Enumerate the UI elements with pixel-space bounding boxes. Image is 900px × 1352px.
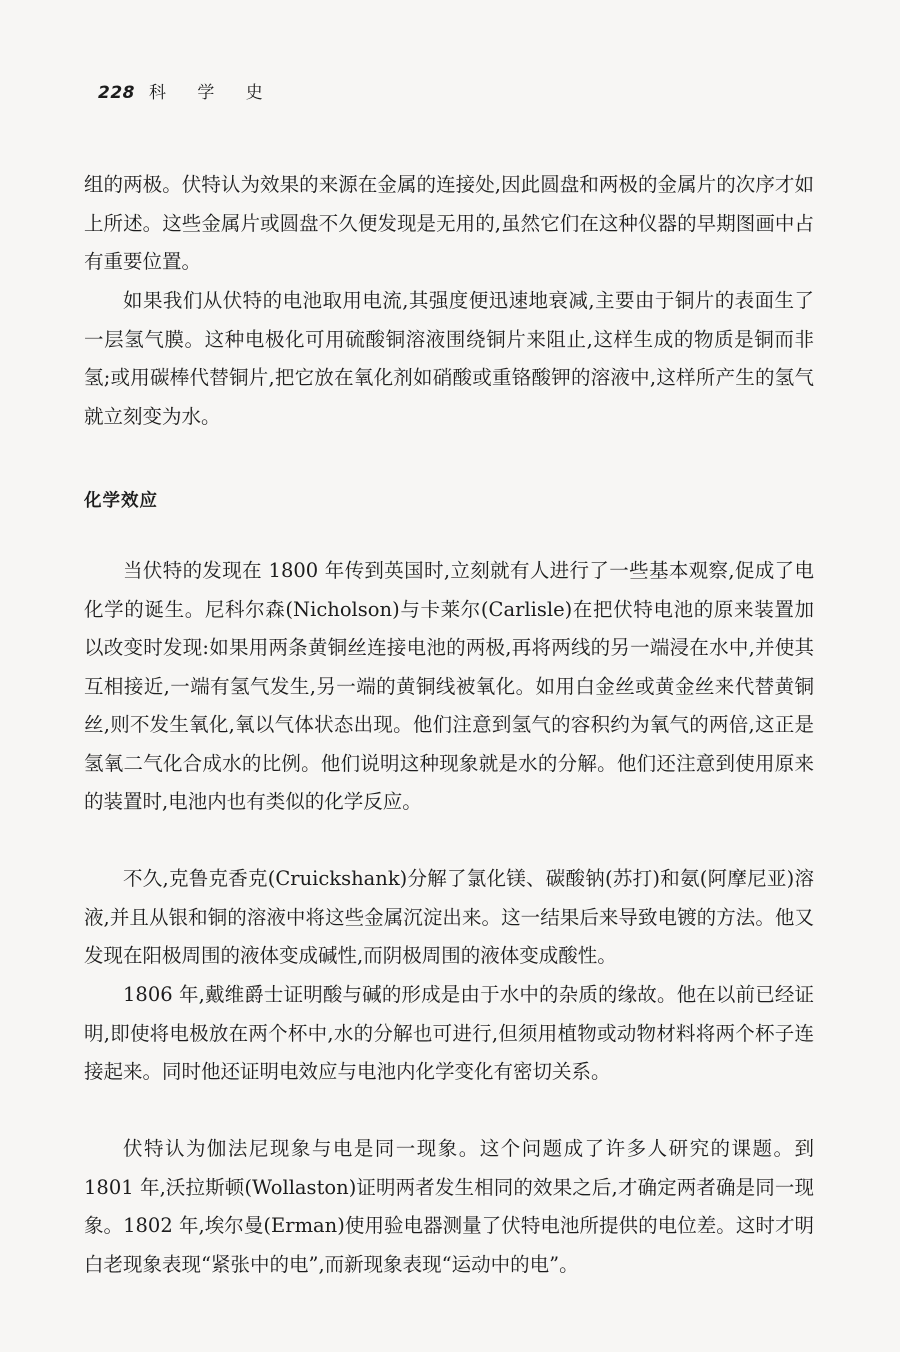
paragraph-electrochemistry: 当伏特的发现在 1800 年传到英国时,立刻就有人进行了一些基本观察,促成了电化学的诞生。尼科尔森(Nicholson)与卡莱尔(Carlisle)在把伏特电池的原来装置加以改变时发现:如果用两条黄铜丝连接电池的两极,再将两线的另一端浸在水中,并使其互相接近,一端有氢气发生,另一端的黄铜线被氧化。如用白金丝或黄金丝来代替黄铜丝,则不发生氧化,氧以气体状态出现。他们注意到氢气的容积约为氧气的两倍,这正是氢氧二气化合成水的比例。他们说明这种现象就是水的分解。他们还注意到使用原来的装置时,电池内也有类似的化学反应。	[84, 559, 814, 813]
paragraph-davy: 1806 年,戴维爵士证明酸与碱的形成是由于水中的杂质的缘故。他在以前已经证明,即使将电极放在两个杯中,水的分解也可进行,但须用植物或动物材料将两个杯子连接起来。同时他还证明电效应与电池内化学变化有密切关系。	[84, 983, 814, 1083]
paragraph-polarization: 如果我们从伏特的电池取用电流,其强度便迅速地衰减,主要由于铜片的表面生了一层氢气膜。这种电极化可用硫酸铜溶液围绕铜片来阻止,这样生成的物质是铜而非氢;或用碳棒代替铜片,把它放在氧化剂如硝酸或重铬酸钾的溶液中,这样所产生的氢气就立刻变为水。	[84, 289, 814, 428]
paragraph-volta-galvani: 伏特认为伽法尼现象与电是同一现象。这个问题成了许多人研究的课题。到 1801 年,沃拉斯顿(Wollaston)证明两者发生相同的效果之后,才确定两者确是同一现象。1802 年,埃尔曼(Erman)使用验电器测量了伏特电池所提供的电位差。这时才明白老现象表现“紧张中的电”,而新现象表现“运动中的电”。	[84, 1137, 814, 1276]
page-number: 228	[98, 83, 135, 103]
paragraph-cruickshank: 不久,克鲁克香克(Cruickshank)分解了氯化镁、碳酸钠(苏打)和氨(阿摩尼亚)溶液,并且从银和铜的溶液中将这些金属沉淀出来。这一结果后来导致电镀的方法。他又发现在阳极周围的液体变成碱性,而阴极周围的液体变成酸性。	[84, 867, 814, 967]
section-heading: 化学效应	[84, 491, 158, 511]
book-title: 科 学 史	[149, 83, 276, 103]
running-head	[98, 78, 276, 103]
paragraph-continuation: 组的两极。伏特认为效果的来源在金属的连接处,因此圆盘和两极的金属片的次序才如上所述。这些金属片或圆盘不久便发现是无用的,虽然它们在这种仪器的早期图画中占有重要位置。	[84, 173, 814, 273]
